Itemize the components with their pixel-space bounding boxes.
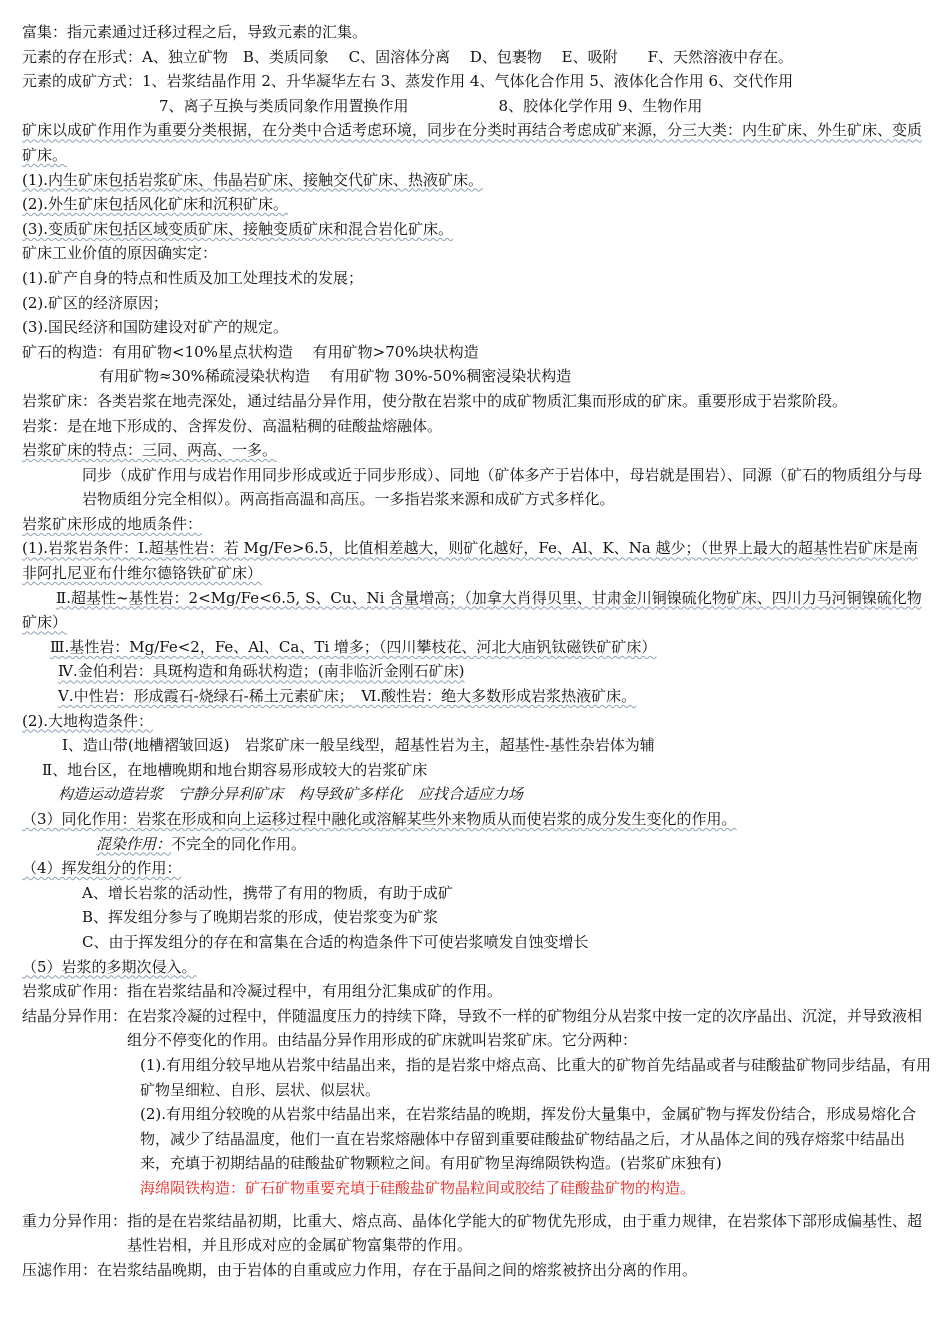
item-igneous-condition: (1).岩浆岩条件：Ⅰ.超基性岩：若 Mg/Fe>6.5，比值相差越大，则矿化越好，Fe、Al、K、Na 越少；（世界上最大的超基性岩矿床是南非阿扎尼亚布什维尔德铬铁矿矿床） [22,539,919,583]
para-ore-structure: 矿石的构造：有用矿物<10%星点状构造 有用矿物>70%块状构造 [22,342,479,361]
para-features-detail: 同步（成矿作用与成岩作用同步形成或近于同步形成）、同地（矿体多产于岩体中，母岩就是围岩）、同源（矿石的物质组分与母岩物质组分完全相似）。两高指高温和高压。一多指岩浆来源和成矿方式多样化。 [82,465,923,509]
item-multi-intrusion: （5）岩浆的多期次侵入。 [22,957,197,976]
item-intermediate-acidic: Ⅴ.中性岩：形成霞石-烧绿石-稀土元素矿床； Ⅵ.酸性岩：绝大多数形成岩浆热液矿床。 [58,687,637,706]
heading-industrial-value: 矿床工业价值的原因确实定： [22,244,218,263]
para-ore-structure-cont: 有用矿物≈30%稀疏浸染状构造 有用矿物 30%-50%稠密浸染状构造 [99,367,572,386]
para-ore-forming-modes-cont: 7、离子互换与类质同象作用置换作用 8、胶体化学作用 9、生物作用 [159,96,703,115]
def-magmatic-mineralization: 指在岩浆结晶和冷凝过程中，有用组分汇集成矿的作用。 [127,982,503,1001]
para-magmatic-deposit: 岩浆矿床：各类岩浆在地壳深处，通过结晶分异作用，使分散在岩浆中的成矿物质汇集而形成的矿床。重要形成于岩浆阶段。 [22,391,848,410]
item-tectonic-condition: (2).大地构造条件： [22,711,154,730]
item-orogenic-belt: Ⅰ、造山带(地槽褶皱回返) 岩浆矿床一般呈线型，超基性岩为主，超基性-基性杂岩体为辅 [62,736,655,755]
item-volatiles-a: A、增长岩浆的活动性，携带了有用的物质，有助于成矿 [82,883,453,902]
def-crystallization-differentiation: 在岩浆冷凝的过程中，伴随温度压力的持续下降，导致不一样的矿物组分从岩浆中按一定的次序晶出、沉淀，并导致液相组分不停变化的作用。由结晶分异作用形成的矿床就叫岩浆矿床。它分两种： [127,1006,923,1050]
note-sideronitic-texture: 海绵陨铁构造：矿石矿物重要充填于硅酸盐矿物晶粒间或胶结了硅酸盐矿物的构造。 [140,1178,696,1197]
para-ore-forming-modes: 元素的成矿方式：1、岩浆结晶作用 2、升华凝华左右 3、蒸发作用 4、气体化合作用 5、液体化合作用 6、交代作用 [22,72,794,91]
para-magmatic-features: 岩浆矿床的特点：三同、两高、一多。 [22,441,278,460]
item-endogenic: (1).内生矿床包括岩浆矿床、伟晶岩矿床、接触交代矿床、热液矿床。 [22,170,484,189]
item-assimilation: （3）同化作用：岩浆在形成和向上运移过程中融化或溶解某些外来物质从而使岩浆的成分发生变化的作用。 [22,810,737,828]
item-early-crystallization: (1).有用组分较早地从岩浆中结晶出来，指的是岩浆中熔点高、比重大的矿物首先结晶或者与硅酸盐矿物同步结晶，有用矿物呈细粒、自形、层状、似层状。 [140,1055,932,1099]
para-deposit-classification: 矿床以成矿作用作为重要分类根据，在分类中合适考虑环境，同步在分类时再结合考虑成矿来源，分三大类：内生矿床、外生矿床、变质矿床。 [22,121,923,164]
item-platform: Ⅱ、地台区，在地槽晚期和地台期容易形成较大的岩浆矿床 [42,760,428,779]
item-volatiles-b: B、挥发组分参与了晚期岩浆的形成，使岩浆变为矿浆 [82,908,439,927]
item-volatiles: （4）挥发组分的作用： [22,859,182,878]
para-magma: 岩浆：是在地下形成的、含挥发份、高温粘稠的硅酸盐熔融体。 [22,416,443,435]
item-basic: Ⅲ.基性岩：Mg/Fe<2，Fe、Al、Ca、Ti 增多；（四川攀枝花、河北大庙钒钛磁铁矿矿床） [50,637,657,656]
item-volatiles-c: C、由于挥发组分的存在和富集在合适的构造条件下可使岩浆喷发自蚀变增长 [82,932,589,951]
item-kimberlite: Ⅳ.金伯利岩：具斑构造和角砾状构造；(南非临沂金刚石矿床) [58,662,465,681]
def-gravity-differentiation: 指的是在岩浆结晶初期，比重大、熔点高、晶体化学能大的矿物优先形成，由于重力规律，在岩浆体下部形成偏基性、超基性岩相，并且形成对应的金属矿物富集带的作用。 [127,1211,923,1255]
term-crystallization-differentiation: 结晶分异作用： [22,1006,128,1025]
item-ultrabasic-basic: Ⅱ.超基性~基性岩：2<Mg/Fe<6.5, S、Cu、Ni 含量增高；（加拿大肖得贝里、甘肃金川铜镍硫化物矿床、四川力马河铜镍硫化物矿床） [22,588,922,632]
item-value-2: (2).矿区的经济原因； [22,293,169,312]
para-enrichment: 富集：指元素通过迁移过程之后，导致元素的汇集。 [22,23,368,41]
document-body [22,20,932,1282]
heading-geologic-conditions: 岩浆矿床形成的地质条件： [22,514,203,533]
item-value-3: (3).国民经济和国防建设对矿产的规定。 [22,318,289,337]
item-metamorphic: (3).变质矿床包括区域变质矿床、接触变质矿床和混合岩化矿床。 [22,219,454,238]
item-late-crystallization: (2).有用组分较晚的从岩浆中结晶出来，在岩浆结晶的晚期，挥发份大量集中，金属矿物与挥发份结合，形成易熔化合物，减少了结晶温度，他们一直在岩浆熔融体中存留到重要硅酸盐矿物结晶之后，才从晶体之间的残存熔浆中结晶出来，充填于初期结晶的硅酸盐矿物颗粒之间。有用矿物呈海绵陨铁构造。(岩浆矿床独有) [140,1105,917,1173]
para-classification-wrap [22,118,932,167]
mnemonic-line: 构造运动造岩浆 宁静分异利矿床 构导致矿多样化 应找合适应力场 [58,785,524,804]
para-filter-pressing: 压滤作用：在岩浆结晶晚期，由于岩体的自重或应力作用，存在于晶间之间的熔浆被挤出分离的作用。 [22,1260,698,1279]
term-gravity-differentiation: 重力分异作用： [22,1211,128,1230]
term-magmatic-mineralization: 岩浆成矿作用： [22,982,128,1001]
term-contamination: 混染作用： [96,834,172,853]
item-value-1: (1).矿产自身的特点和性质及加工处理技术的发展； [22,268,364,287]
para-element-forms: 元素的存在形式：A、独立矿物 B、类质同象 C、固溶体分离 D、包裹物 E、吸附 F、天然溶液中存在。 [22,47,794,66]
item-exogenic: (2).外生矿床包括风化矿床和沉积矿床。 [22,195,289,214]
term-contamination-def: 不完全的同化作用。 [171,834,307,853]
